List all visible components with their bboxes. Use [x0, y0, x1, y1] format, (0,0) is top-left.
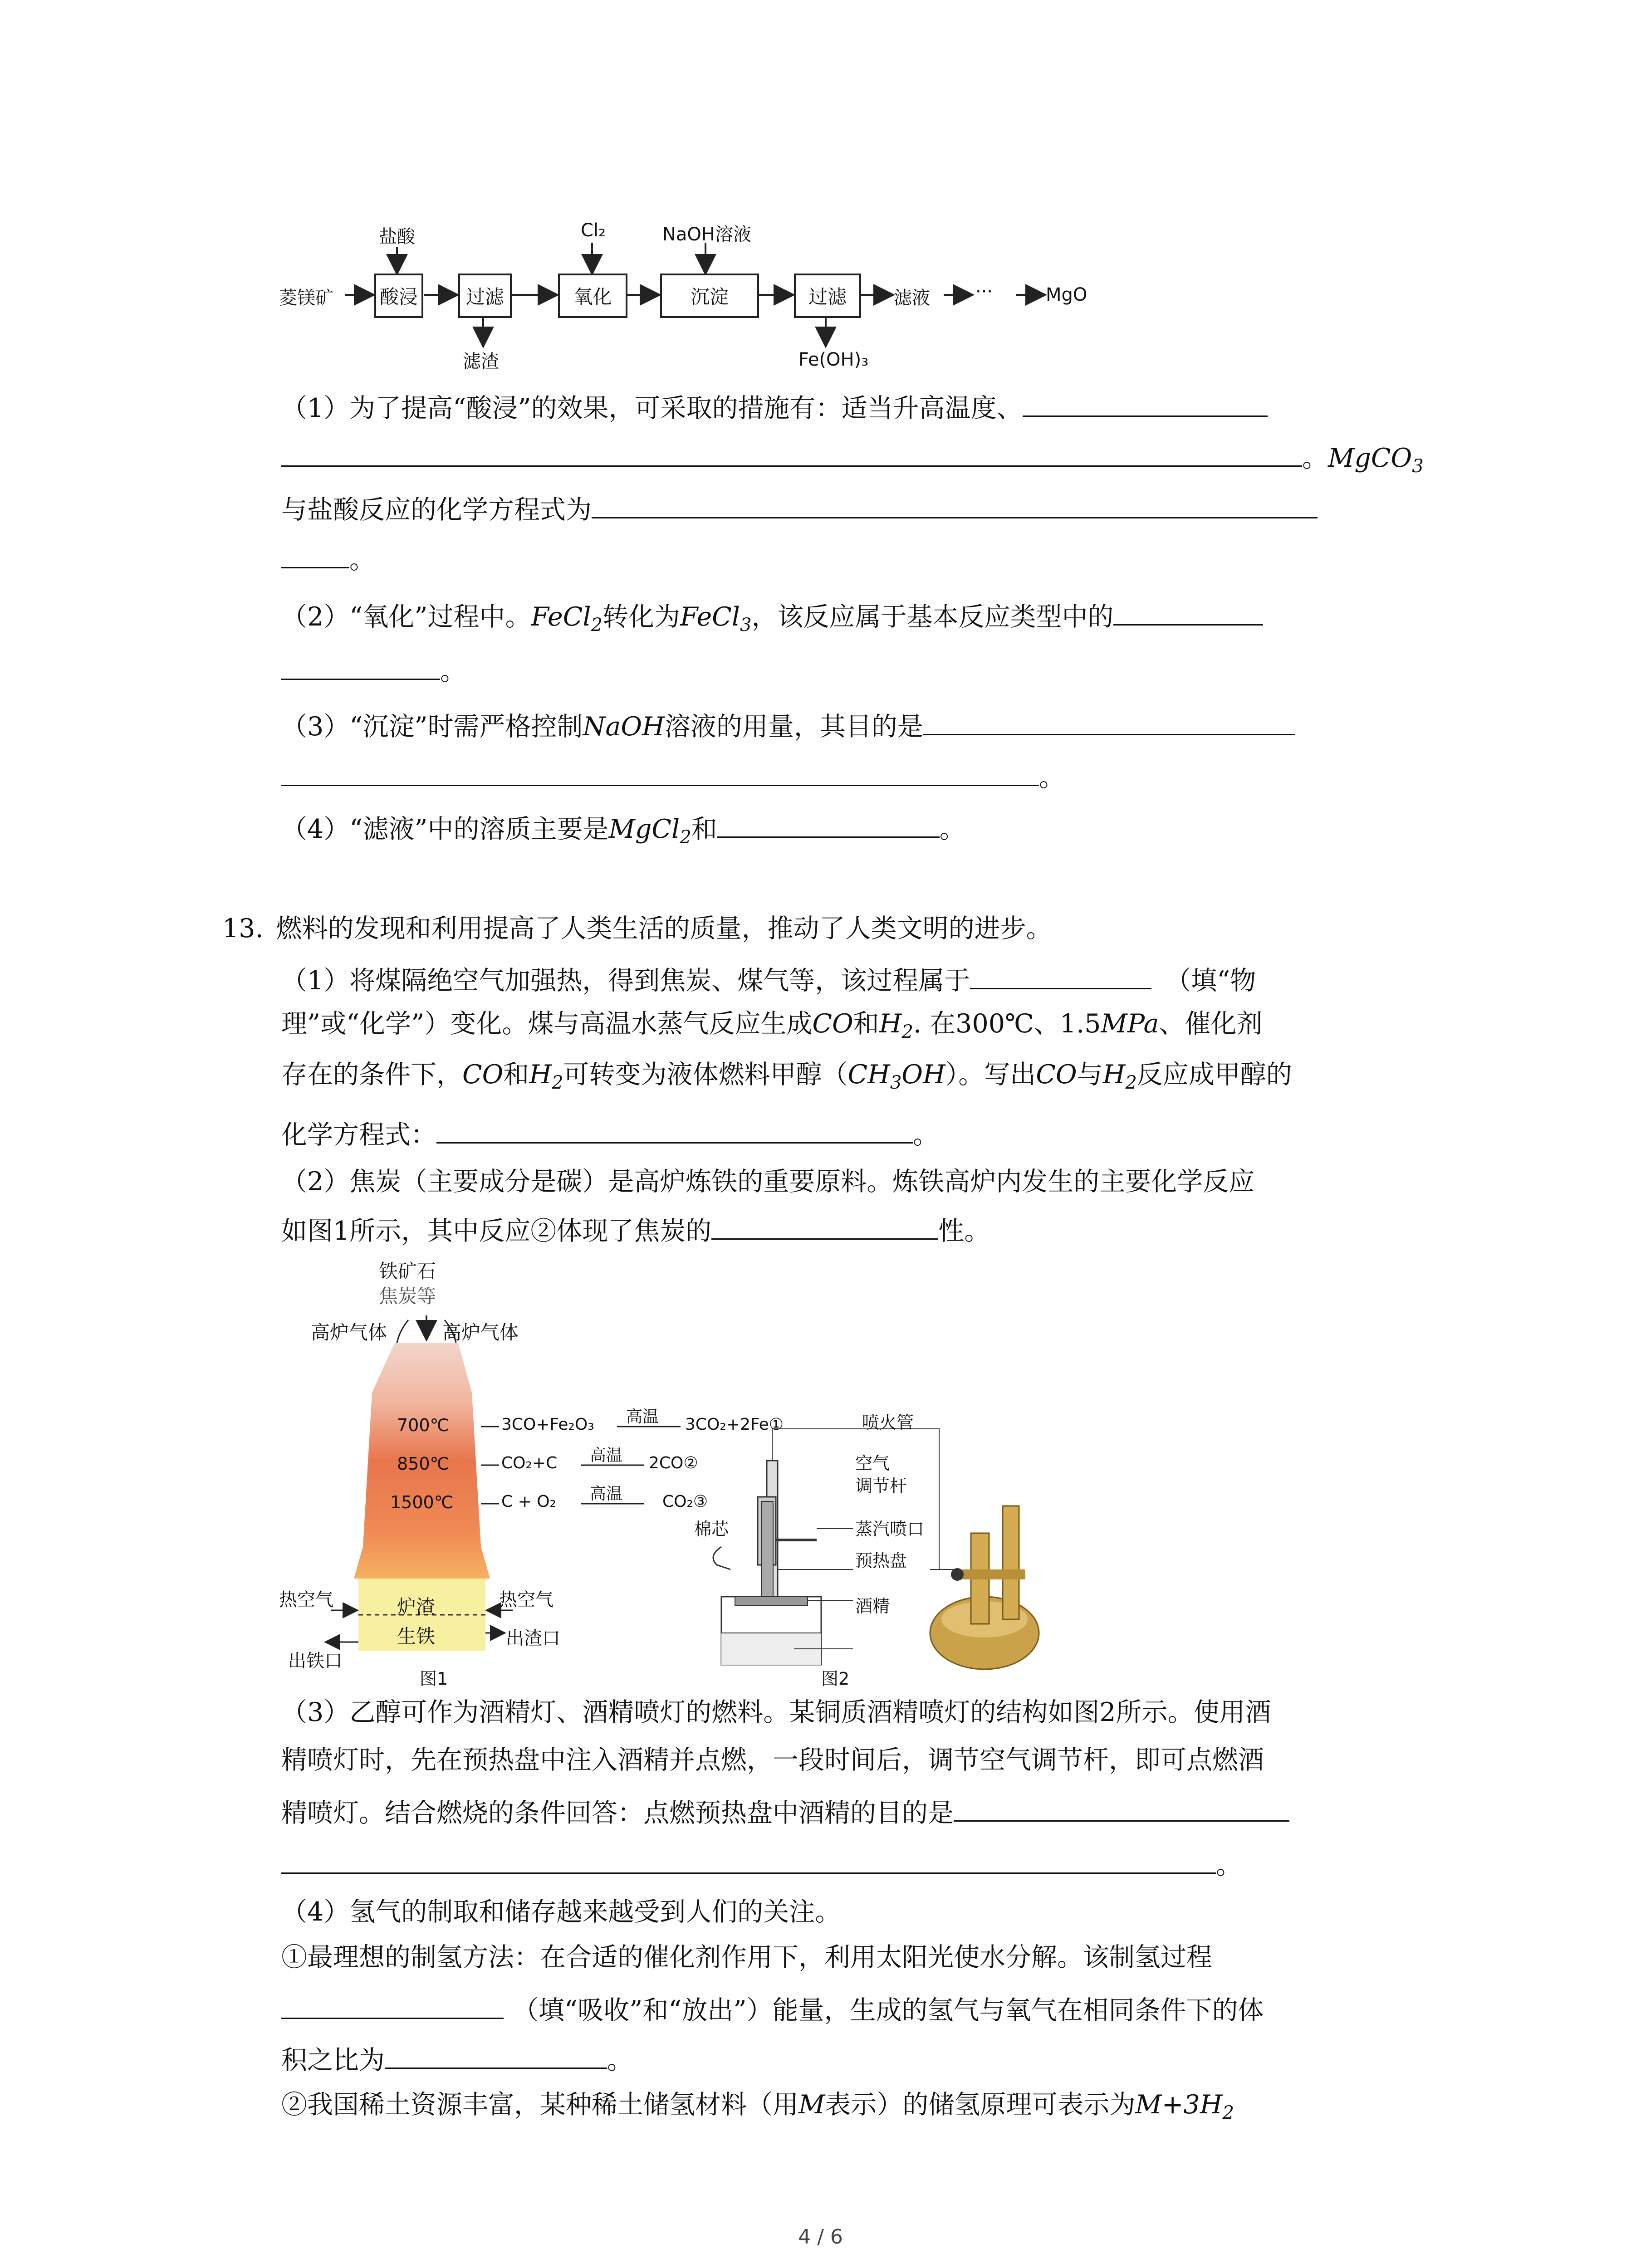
fig1-temp-1500: 1500℃	[390, 1492, 454, 1512]
q13-blank-4[interactable]	[954, 1794, 1289, 1822]
fig1-hot-air-right: 热空气	[499, 1589, 554, 1610]
fig1-reaction-2-cond: 高温	[590, 1446, 623, 1465]
q13-p1-line4: 化学方程式： 。	[281, 1116, 939, 1151]
fig2-label-nozzle-tube: 喷火管	[862, 1413, 914, 1432]
fig1-reaction-3-left: C + O₂	[501, 1492, 556, 1511]
q13-blank-2[interactable]	[436, 1116, 913, 1144]
fig1-top-label-coke: 焦炭等	[379, 1285, 436, 1307]
q13-blank-1[interactable]	[970, 962, 1151, 989]
q12-p2-line1: （2）“氧化”过程中。FeCl$_2$转化为FeCl$_3$，该反应属于基本反应类型中的	[281, 598, 1263, 641]
flow-feoh3-label: Fe(OH)₃	[798, 349, 869, 370]
fig2-label-adjust-rod: 调节杆	[855, 1476, 907, 1496]
fig1-reaction-3-right: CO₂③	[662, 1492, 708, 1511]
q12-p4-line1: （4）“滤液”中的溶质主要是MgCl$_2$和 。	[281, 810, 965, 853]
fig2-label-wick: 棉芯	[694, 1519, 729, 1539]
q13-p4-line4: 积之比为 。	[281, 2041, 633, 2076]
q12-blank-2b[interactable]	[281, 541, 349, 568]
fig1-reaction-2-left: CO₂+C	[501, 1454, 558, 1472]
fig1-temp-700: 700℃	[397, 1415, 450, 1435]
flow-residue-label: 滤渣	[463, 351, 499, 372]
q13-p4-line2: ①最理想的制氢方法：在合适的催化剂作用下，利用太阳光使水分解。该制氢过程	[281, 1942, 1212, 1972]
q12-p3-line2: 。	[281, 758, 1065, 793]
fig2-caption: 图2	[821, 1669, 850, 1689]
q12-blank-3b[interactable]	[281, 652, 440, 680]
fig1-gas-left: 高炉气体	[311, 1321, 387, 1344]
q12-blank-2[interactable]	[592, 491, 1318, 518]
fig1-reaction-2-right: 2CO②	[649, 1454, 698, 1472]
flow-acid-label: 盐酸	[379, 226, 415, 247]
flow-dots: ···	[975, 281, 993, 302]
page-number: 4 / 6	[798, 2225, 843, 2248]
flow-naoh-label: NaOH溶液	[662, 224, 751, 245]
flow-step-acid-leach: 酸浸	[374, 274, 423, 318]
q13-p1-line2: 理”或“化学”）变化。煤与高温水蒸气反应生成CO和$H_2$. 在300℃、1.5MPa、催化剂	[281, 1009, 1263, 1042]
fig1-iron-outlet: 出铁口	[288, 1651, 343, 1672]
q13-p3-line4: 。	[281, 1846, 1242, 1881]
q13-blank-3[interactable]	[711, 1212, 938, 1240]
q13-p2-line1: （2）焦炭（主要成分是碳）是高炉炼铁的重要原料。炼铁高炉内发生的主要化学反应	[281, 1167, 1255, 1197]
fig1-hot-air-left: 热空气	[279, 1589, 333, 1610]
q13-p4-line3: （填“吸收”和“放出”）能量，生成的氢气与氧气在相同条件下的体	[281, 1991, 1264, 2026]
q13-p3-line2: 精喷灯时，先在预热盘中注入酒精并点燃，一段时间后，调节空气调节杆，即可点燃酒	[281, 1745, 1264, 1775]
q12-p1-line4: 。	[281, 541, 375, 576]
q13-p3-line1: （3）乙醇可作为酒精灯、酒精喷灯的燃料。某铜质酒精喷灯的结构如图2所示。使用酒	[281, 1697, 1271, 1727]
question-number: 13.	[222, 914, 264, 943]
flow-start-label: 菱镁矿	[279, 288, 333, 308]
fig1-gas-right: 高炉气体	[442, 1321, 519, 1344]
flow-step-precipitate: 沉淀	[660, 274, 759, 318]
q12-blank-3[interactable]	[1113, 598, 1263, 626]
q13-p2-line2: 如图1所示，其中反应②体现了焦炭的 性。	[281, 1212, 990, 1247]
flow-product-label: MgO	[1046, 284, 1087, 305]
flow-step-filter-2: 过滤	[794, 274, 861, 318]
fig1-iron-label: 生铁	[397, 1625, 436, 1647]
flowchart-arrows	[0, 0, 1641, 390]
q12-p1-line3: 与盐酸反应的化学方程式为	[281, 491, 1318, 526]
q12-p1-line2: 。MgCO$_3$	[281, 439, 1424, 482]
fig2-label-steam-nozzle: 蒸汽喷口	[855, 1519, 925, 1539]
flow-step-oxidize: 氧化	[558, 274, 627, 318]
fig1-reaction-1-left: 3CO+Fe₂O₃	[501, 1415, 594, 1434]
q12-blank-1[interactable]	[1023, 389, 1268, 417]
q13-blank-4b[interactable]	[281, 1846, 1216, 1874]
flow-step-filter-1: 过滤	[458, 274, 512, 318]
fig1-temp-850: 850℃	[397, 1454, 450, 1474]
q12-blank-5[interactable]	[717, 810, 940, 838]
q13-p4-line1: （4）氢气的制取和储存越来越受到人们的关注。	[281, 1897, 841, 1927]
q13-p1-line3: 存在的条件下，CO和$H_2$可转变为液体燃料甲醇$(CH_3OH)$。写出CO与$H_2$反应成甲醇的	[281, 1060, 1292, 1093]
q12-blank-4[interactable]	[923, 708, 1295, 735]
fig1-reaction-1-right: 3CO₂+2Fe①	[685, 1415, 784, 1434]
q12-blank-4b[interactable]	[281, 758, 1039, 786]
q12-p2-line2: 。	[281, 652, 466, 687]
q12-p1-line1: （1）为了提高“酸浸”的效果，可采取的措施有：适当升高温度、	[281, 389, 1268, 424]
fig1-top-label-ore: 铁矿石	[379, 1260, 436, 1282]
flow-filtrate-label: 滤液	[894, 288, 930, 308]
q12-blank-1b[interactable]	[281, 439, 1302, 467]
fig2-label-preheat-tray: 预热盘	[855, 1551, 907, 1571]
flow-chlorine-label: Cl₂	[581, 220, 606, 241]
fig1-caption: 图1	[420, 1669, 448, 1689]
fig2-label-air: 空气	[855, 1453, 890, 1473]
fig1-reaction-3-cond: 高温	[590, 1485, 623, 1503]
fig1-slag-outlet: 出渣口	[506, 1628, 560, 1649]
fig2-label-alcohol: 酒精	[855, 1596, 890, 1616]
q13-p1-line1: （1）将煤隔绝空气加强热，得到焦炭、煤气等，该过程属于 （填“物	[281, 962, 1256, 997]
q13-p4-line5: ②我国稀土资源丰富，某种稀土储氢材料（用M表示）的储氢原理可表示为$M+3H_2$	[281, 2090, 1234, 2123]
q13-blank-5[interactable]	[281, 1991, 504, 2019]
q13-blank-6[interactable]	[385, 2041, 607, 2069]
fig1-slag-label: 炉渣	[397, 1596, 436, 1618]
q12-p3-line1: （3）“沉淀”时需严格控制NaOH溶液的用量，其目的是	[281, 708, 1295, 743]
q13-p3-line3: 精喷灯。结合燃烧的条件回答：点燃预热盘中酒精的目的是	[281, 1794, 1289, 1829]
q13-stem: 13. 燃料的发现和利用提高了人类生活的质量，推动了人类文明的进步。	[222, 914, 1052, 943]
fig1-reaction-1-cond: 高温	[626, 1408, 659, 1426]
